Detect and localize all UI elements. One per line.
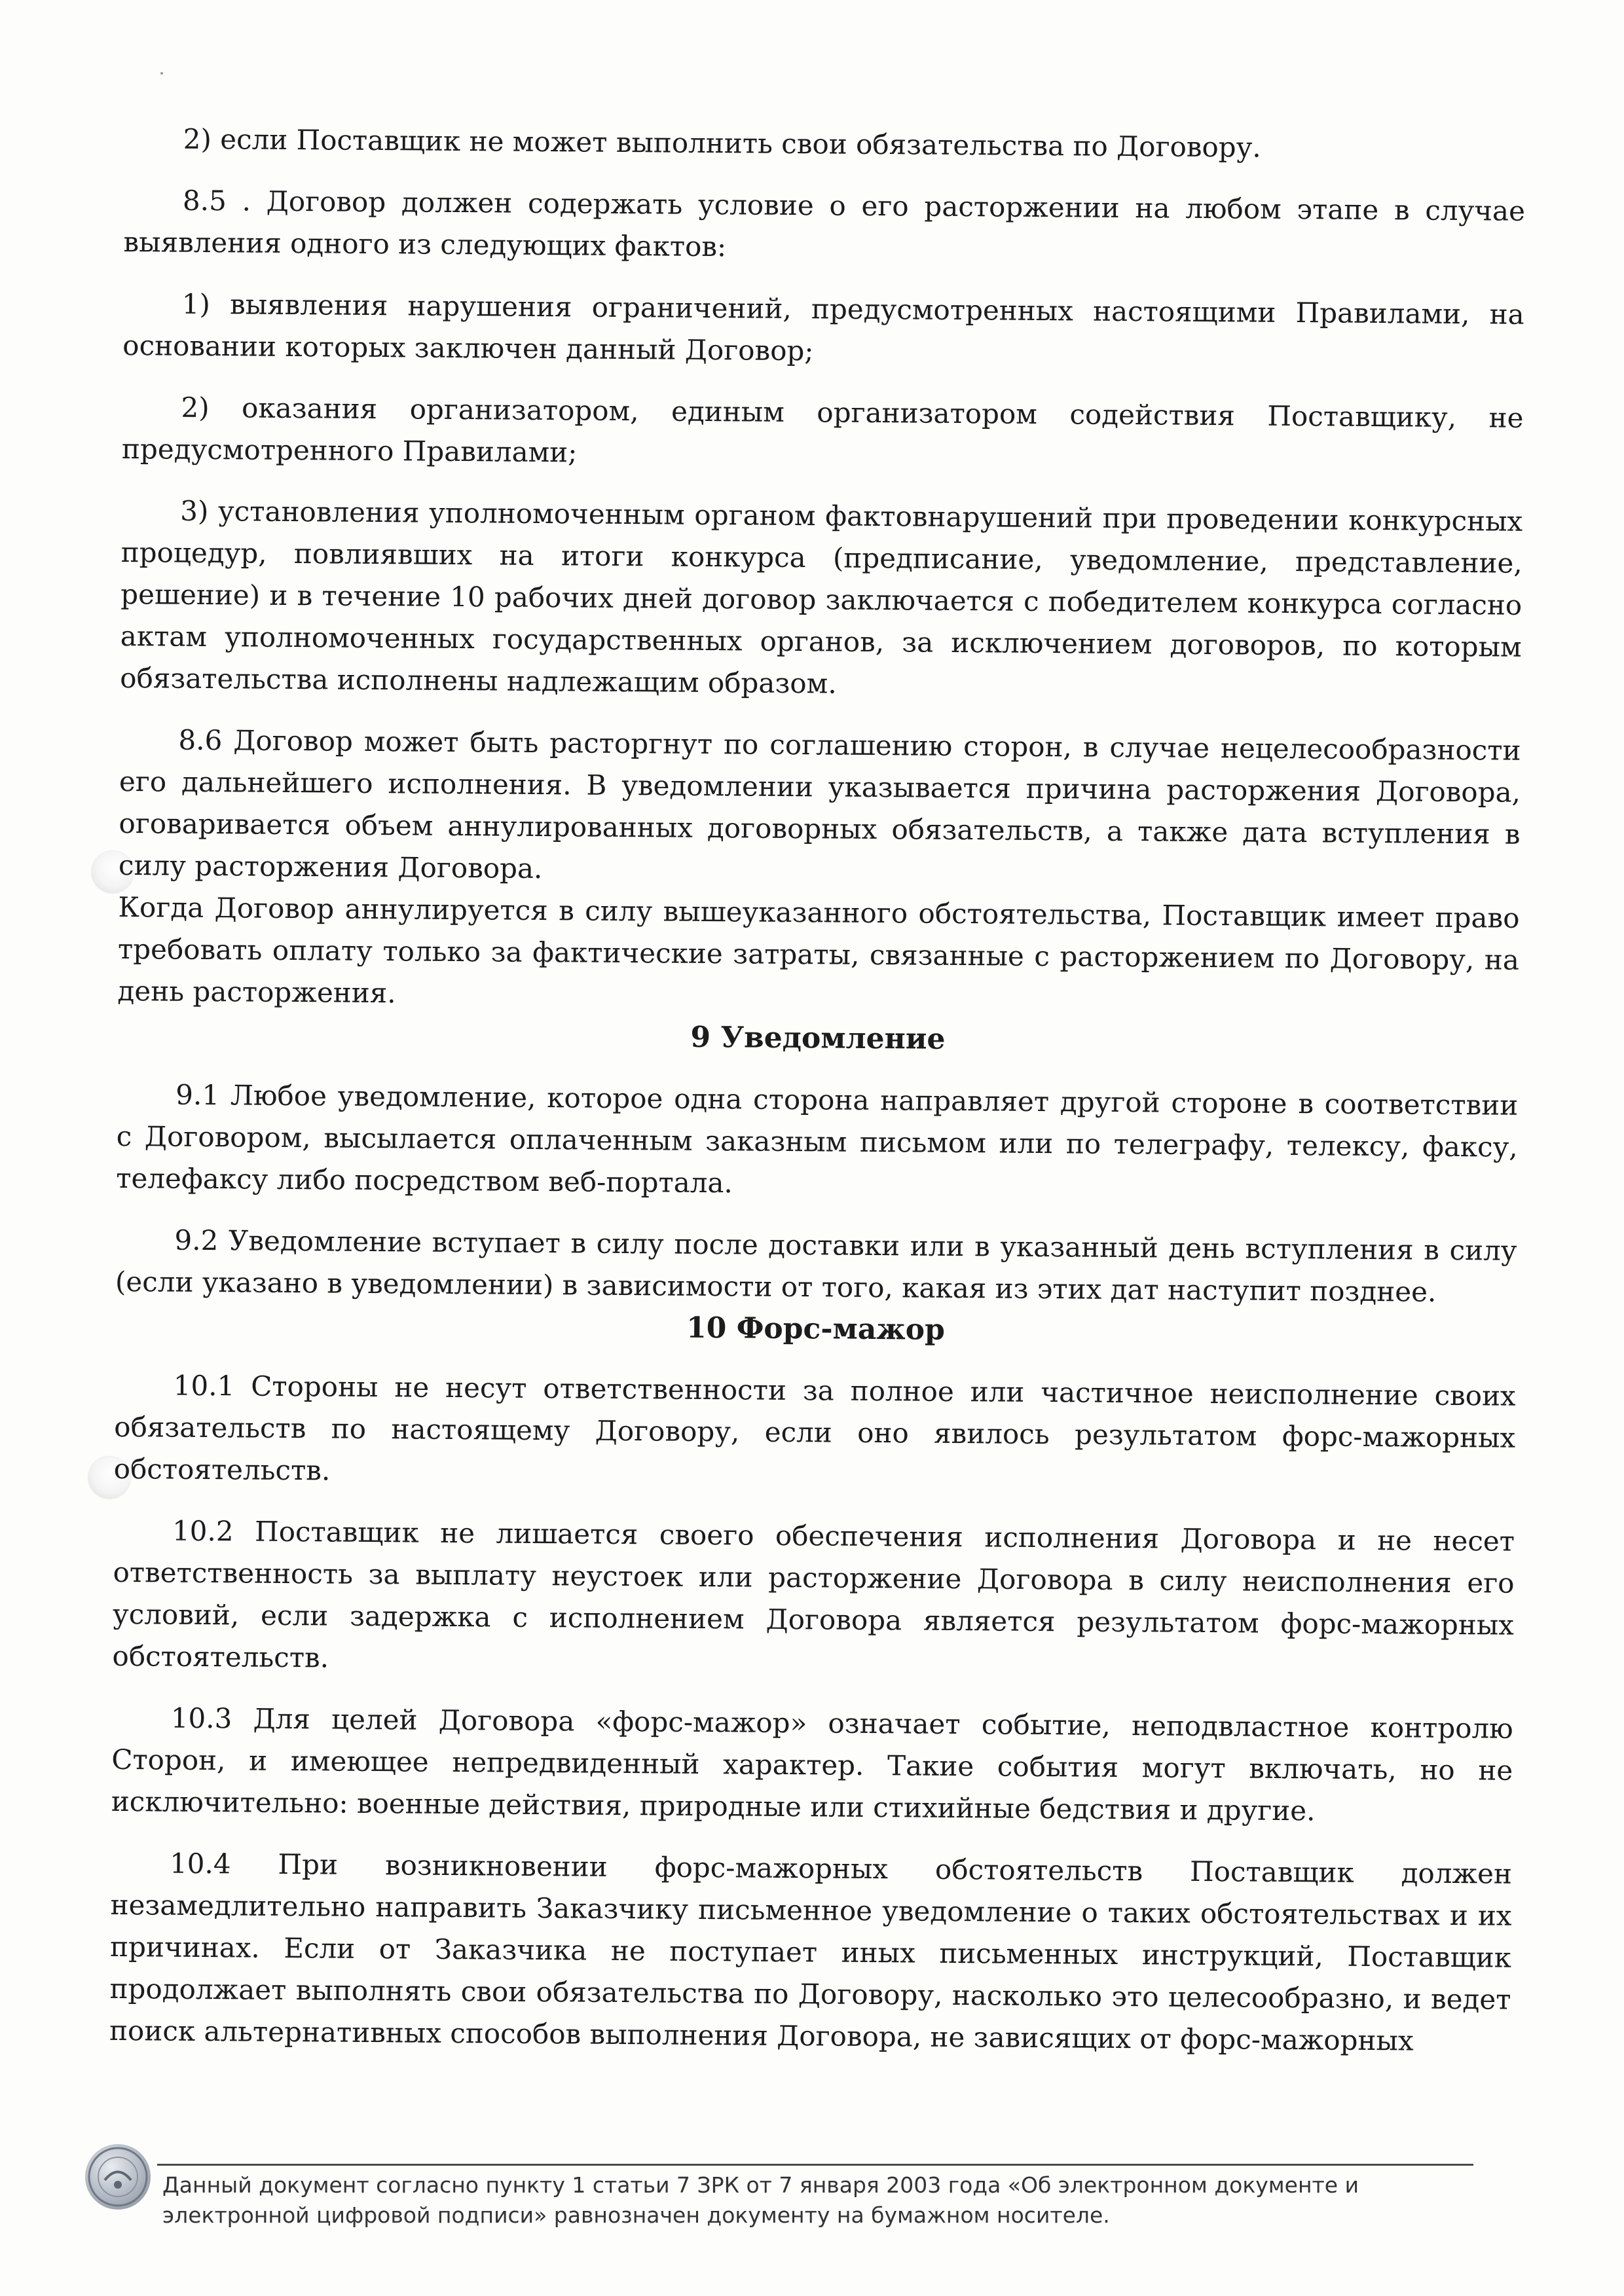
- paragraph-9-2: 9.2 Уведомление вступает в силу после доставки или в указанный день вступления в силу (если указано в уведомлении) в зависимости от того, какая из этих дат наступит позднее.: [115, 1224, 1517, 1308]
- document-body: [109, 118, 1526, 2063]
- footer-note: Данный документ согласно пункту 1 статьи 7 ЗРК от 7 января 2003 года «Об электронном документе и электронной цифровой подписи» равнозначен документу на бумажном носителе.: [162, 2172, 1359, 2228]
- footer-divider: [157, 2164, 1473, 2166]
- paragraph-10-3: 10.3 Для целей Договора «форс-мажор» означает событие, неподвластное контролю Сторон, и имеющее непредвиденный характер. Такие события могут включать, но не исключительно: военные действия, природные или стихийные бедствия и другие.: [111, 1702, 1513, 1827]
- scan-speck: [160, 72, 163, 75]
- paragraph-8-5-1: 1) выявления нарушения ограничений, предусмотренных настоящими Правилами, на основании которых заключен данный Договор;: [122, 287, 1524, 367]
- paragraph-8-5: 8.5 . Договор должен содержать условие о его расторжении на любом этапе в случае выявления одного из следующих фактов:: [123, 184, 1526, 263]
- paragraph-9-1: 9.1 Любое уведомление, которое одна сторона направляет другой стороне в соответствии с Договором, высылается оплаченным заказным письмом или по телеграфу, телексу, факсу, телефаксу либо посредством веб-портала.: [116, 1078, 1519, 1199]
- section-heading-9: 9 Уведомление: [690, 1020, 946, 1056]
- paragraph-8-5-3: 3) установления уполномоченным органом фактовнарушений при проведении конкурсных процедур, повлиявших на итоги конкурса (предписание, уведомление, представление, решение) и в течение 10 рабочих дней договор заключается с победителем конкурса согласно актам уполномоченных государственных органов, за исключением договоров, по которым обязательства исполнены надлежащим образом.: [120, 494, 1523, 700]
- footer: [85, 2144, 1473, 2255]
- paragraph-8-6-continued: Когда Договор аннулируется в силу вышеуказанного обстоятельства, Поставщик имеет право требовать оплату только за фактические затраты, связанные с расторжением по Договору, на день расторжения.: [117, 890, 1520, 1010]
- seal-icon: [85, 2144, 151, 2210]
- paragraph-10-4: 10.4 При возникновении форс-мажорных обстоятельств Поставщик должен незамедлительно направить Заказчику письменное уведомление о таких обстоятельствах и их причинах. Если от Заказчика не поступает иных письменных инструкций, Поставщик продолжает выполнять свои обязательства по Договору, насколько это целесообразно, и ведет поиск альтернативных способов выполнения Договора, не зависящих от форс-мажорных: [109, 1847, 1513, 2057]
- paragraph-10-1: 10.1 Стороны не несут ответственности за полное или частичное неисполнение своих обязательств по настоящему Договору, если оно явилось результатом форс-мажорных обстоятельств.: [113, 1369, 1516, 1487]
- paragraph-8-6: 8.6 Договор может быть расторгнут по соглашению сторон, в случае нецелесообразности его дальнейшего исполнения. В уведомлении указывается причина расторжения Договора, оговаривается объем аннулированных договорных обязательств, а также дата вступления в силу расторжения Договора.: [118, 723, 1521, 885]
- paragraph-10-2: 10.2 Поставщик не лишается своего обеспечения исполнения Договора и не несет ответственность за выплату неустоек или расторжение Договора в силу неисполнения его условий, если задержка с исполнением Договора является результатом форс-мажорных обстоятельств.: [112, 1514, 1515, 1674]
- paragraph-8-4-2: 2) если Поставщик не может выполнить свои обязательства по Договору.: [183, 122, 1261, 164]
- paragraph-8-5-2: 2) оказания организатором, единым организатором содействия Поставщику, не предусмотренного Правилами;: [121, 391, 1524, 469]
- section-heading-10: 10 Форс-мажор: [686, 1311, 946, 1347]
